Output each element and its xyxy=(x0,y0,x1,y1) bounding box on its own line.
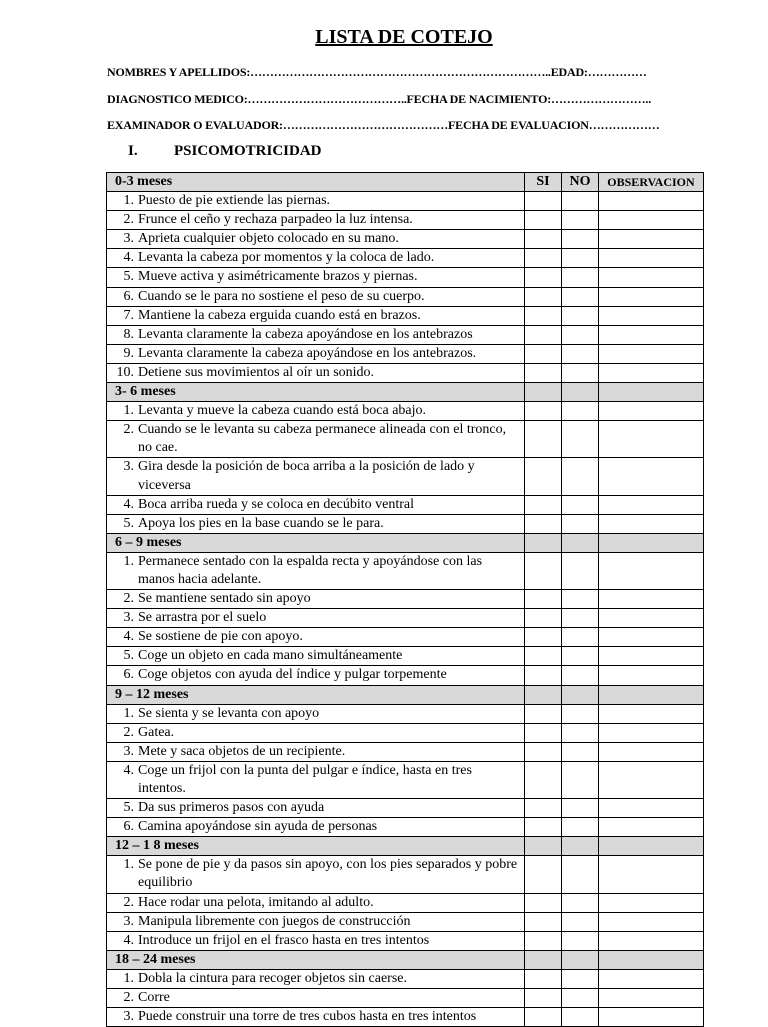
item-number: 3. xyxy=(123,231,134,247)
item-row xyxy=(107,799,704,818)
answer-cell-no[interactable] xyxy=(562,969,599,988)
answer-cell-si[interactable] xyxy=(525,989,562,1008)
item-number: 1. xyxy=(123,553,134,569)
item-number: 1. xyxy=(123,970,134,986)
answer-cell-no[interactable] xyxy=(562,325,599,344)
answer-cell-no[interactable] xyxy=(562,495,599,514)
answer-cell-no[interactable] xyxy=(562,647,599,666)
item-cell xyxy=(107,268,525,287)
answer-cell-obs[interactable] xyxy=(599,249,704,268)
item-text: Coge un frijol con la punta del pulgar e índice, hasta en tres intentos. xyxy=(138,762,472,796)
answer-cell-obs[interactable] xyxy=(599,609,704,628)
age-group-text: 18 – 24 meses xyxy=(115,951,196,967)
answer-cell-no[interactable] xyxy=(562,192,599,211)
item-cell xyxy=(107,818,525,837)
item-text: Cuando se le levanta su cabeza permanece alineada con el tronco, no cae. xyxy=(138,422,507,456)
item-number: 2. xyxy=(123,591,134,607)
item-number: 1. xyxy=(123,403,134,419)
item-text: Camina apoyándose sin ayuda de personas xyxy=(138,819,378,835)
answer-cell-no[interactable] xyxy=(562,230,599,249)
item-text: Levanta y mueve la cabeza cuando está boca abajo. xyxy=(138,403,427,419)
answer-cell-si[interactable] xyxy=(525,818,562,837)
item-text: Dobla la cintura para recoger objetos sin caerse. xyxy=(138,970,407,986)
age-group-label xyxy=(107,685,525,704)
age-group-label xyxy=(107,950,525,969)
item-cell xyxy=(107,230,525,249)
item-text: Hace rodar una pelota, imitando al adulto. xyxy=(138,894,374,910)
column-header-obs: OBSERVACION xyxy=(599,173,704,192)
section-title: PSICOMOTRICIDAD xyxy=(174,143,322,159)
answer-cell-si[interactable] xyxy=(525,969,562,988)
item-row xyxy=(107,421,704,458)
age-group-row xyxy=(107,383,704,402)
answer-cell-no[interactable] xyxy=(562,552,599,589)
answer-cell-obs[interactable] xyxy=(599,306,704,325)
item-text: Apoya los pies en la base cuando se le para. xyxy=(138,515,384,531)
item-text: Gira desde la posición de boca arriba a la posición de lado y viceversa xyxy=(138,459,475,493)
item-row xyxy=(107,458,704,495)
group-cell-obs xyxy=(599,837,704,856)
item-row xyxy=(107,856,704,893)
answer-cell-no[interactable] xyxy=(562,514,599,533)
answer-cell-si[interactable] xyxy=(525,799,562,818)
item-cell xyxy=(107,402,525,421)
group-cell-no xyxy=(562,950,599,969)
answer-cell-obs[interactable] xyxy=(599,421,704,458)
age-group-text: 0-3 meses xyxy=(115,174,173,189)
answer-cell-si[interactable] xyxy=(525,647,562,666)
answer-cell-si[interactable] xyxy=(525,723,562,742)
answer-cell-no[interactable] xyxy=(562,268,599,287)
item-cell xyxy=(107,363,525,382)
answer-cell-no[interactable] xyxy=(562,723,599,742)
item-number: 3. xyxy=(123,610,134,626)
item-row xyxy=(107,647,704,666)
answer-cell-si[interactable] xyxy=(525,704,562,723)
answer-cell-si[interactable] xyxy=(525,590,562,609)
item-row xyxy=(107,402,704,421)
item-number: 9. xyxy=(123,345,134,361)
item-text: Levanta la cabeza por momentos y la coloca de lado. xyxy=(138,250,435,266)
item-number: 8. xyxy=(123,326,134,342)
answer-cell-no[interactable] xyxy=(562,249,599,268)
item-cell xyxy=(107,912,525,931)
item-text: Permanece sentado con la espalda recta y apoyándose con las manos hacia adelante. xyxy=(138,553,483,587)
group-cell-si xyxy=(525,685,562,704)
item-number: 5. xyxy=(123,800,134,816)
answer-cell-obs[interactable] xyxy=(599,590,704,609)
age-group-text: 12 – 1 8 meses xyxy=(115,838,199,854)
answer-cell-obs[interactable] xyxy=(599,818,704,837)
answer-cell-si[interactable] xyxy=(525,761,562,798)
item-number: 2. xyxy=(123,894,134,910)
answer-cell-si[interactable] xyxy=(525,421,562,458)
item-row xyxy=(107,893,704,912)
item-number: 6. xyxy=(123,819,134,835)
answer-cell-no[interactable] xyxy=(562,402,599,421)
item-number: 6. xyxy=(123,288,134,304)
answer-cell-obs[interactable] xyxy=(599,893,704,912)
item-row xyxy=(107,609,704,628)
answer-cell-si[interactable] xyxy=(525,628,562,647)
answer-cell-obs[interactable] xyxy=(599,856,704,893)
item-cell xyxy=(107,931,525,950)
answer-cell-si[interactable] xyxy=(525,287,562,306)
age-group-row xyxy=(107,685,704,704)
answer-cell-no[interactable] xyxy=(562,421,599,458)
answer-cell-no[interactable] xyxy=(562,818,599,837)
answer-cell-obs[interactable] xyxy=(599,495,704,514)
answer-cell-si[interactable] xyxy=(525,458,562,495)
age-group-row xyxy=(107,533,704,552)
item-number: 1. xyxy=(123,193,134,209)
age-group-label xyxy=(107,533,525,552)
item-number: 4. xyxy=(123,932,134,948)
answer-cell-obs[interactable] xyxy=(599,192,704,211)
item-cell xyxy=(107,799,525,818)
item-text: Boca arriba rueda y se coloca en decúbito ventral xyxy=(138,496,414,512)
document-title: LISTA DE COTEJO xyxy=(315,26,493,48)
answer-cell-si[interactable] xyxy=(525,742,562,761)
item-row xyxy=(107,268,704,287)
item-row xyxy=(107,552,704,589)
answer-cell-obs[interactable] xyxy=(599,647,704,666)
item-cell xyxy=(107,742,525,761)
item-number: 4. xyxy=(123,629,134,645)
answer-cell-si[interactable] xyxy=(525,609,562,628)
group-cell-si xyxy=(525,950,562,969)
group-cell-no xyxy=(562,837,599,856)
item-row xyxy=(107,495,704,514)
answer-cell-no[interactable] xyxy=(562,912,599,931)
item-text: Da sus primeros pasos con ayuda xyxy=(138,800,325,816)
item-number: 2. xyxy=(123,990,134,1006)
answer-cell-no[interactable] xyxy=(562,306,599,325)
answer-cell-si[interactable] xyxy=(525,306,562,325)
item-cell xyxy=(107,344,525,363)
age-group-label xyxy=(107,837,525,856)
age-group-text: 3- 6 meses xyxy=(115,384,176,400)
item-text: Se sostiene de pie con apoyo. xyxy=(138,629,303,645)
age-group-text: 9 – 12 meses xyxy=(115,686,189,702)
item-cell xyxy=(107,458,525,495)
answer-cell-obs[interactable] xyxy=(599,628,704,647)
age-group-row xyxy=(107,837,704,856)
answer-cell-obs[interactable] xyxy=(599,723,704,742)
answer-cell-si[interactable] xyxy=(525,912,562,931)
item-text: Se pone de pie y da pasos sin apoyo, con los pies separados y pobre equilibrio xyxy=(138,857,518,891)
answer-cell-si[interactable] xyxy=(525,856,562,893)
age-group-text: 6 – 9 meses xyxy=(115,534,182,550)
group-cell-obs xyxy=(599,383,704,402)
answer-cell-obs[interactable] xyxy=(599,989,704,1008)
item-number: 4. xyxy=(123,496,134,512)
group-cell-no xyxy=(562,383,599,402)
answer-cell-si[interactable] xyxy=(525,268,562,287)
item-number: 6. xyxy=(123,667,134,683)
item-row xyxy=(107,211,704,230)
item-row xyxy=(107,306,704,325)
item-number: 5. xyxy=(123,648,134,664)
answer-cell-no[interactable] xyxy=(562,989,599,1008)
item-cell xyxy=(107,893,525,912)
answer-cell-si[interactable] xyxy=(525,249,562,268)
item-cell xyxy=(107,761,525,798)
answer-cell-no[interactable] xyxy=(562,628,599,647)
group-cell-no xyxy=(562,533,599,552)
item-cell xyxy=(107,306,525,325)
item-number: 1. xyxy=(123,705,134,721)
answer-cell-si[interactable] xyxy=(525,931,562,950)
answer-cell-no[interactable] xyxy=(562,893,599,912)
group-cell-obs xyxy=(599,950,704,969)
item-row xyxy=(107,912,704,931)
item-row xyxy=(107,742,704,761)
examiner-evaldate-line: EXAMINADOR O EVALUADOR:……………………………………FECHA DE EVALUACION……………… xyxy=(107,118,660,132)
item-cell xyxy=(107,969,525,988)
item-row xyxy=(107,344,704,363)
answer-cell-obs[interactable] xyxy=(599,969,704,988)
item-row xyxy=(107,363,704,382)
item-number: 3. xyxy=(123,459,134,475)
item-cell xyxy=(107,287,525,306)
answer-cell-no[interactable] xyxy=(562,609,599,628)
answer-cell-obs[interactable] xyxy=(599,552,704,589)
item-number: 7. xyxy=(123,307,134,323)
item-cell xyxy=(107,552,525,589)
item-cell xyxy=(107,421,525,458)
answer-cell-si[interactable] xyxy=(525,363,562,382)
answer-cell-obs[interactable] xyxy=(599,325,704,344)
item-row xyxy=(107,761,704,798)
answer-cell-no[interactable] xyxy=(562,211,599,230)
answer-cell-no[interactable] xyxy=(562,287,599,306)
item-row xyxy=(107,704,704,723)
answer-cell-obs[interactable] xyxy=(599,402,704,421)
answer-cell-si[interactable] xyxy=(525,402,562,421)
answer-cell-obs[interactable] xyxy=(599,344,704,363)
item-text: Gatea. xyxy=(138,724,175,740)
item-row xyxy=(107,723,704,742)
age-group-row xyxy=(107,950,704,969)
item-number: 4. xyxy=(123,762,134,778)
answer-cell-no[interactable] xyxy=(562,761,599,798)
answer-cell-no[interactable] xyxy=(562,856,599,893)
item-text: Frunce el ceño y rechaza parpadeo la luz intensa. xyxy=(138,212,413,228)
answer-cell-si[interactable] xyxy=(525,893,562,912)
answer-cell-si[interactable] xyxy=(525,344,562,363)
answer-cell-no[interactable] xyxy=(562,704,599,723)
item-cell xyxy=(107,590,525,609)
item-number: 2. xyxy=(123,724,134,740)
item-cell xyxy=(107,211,525,230)
group-cell-no xyxy=(562,685,599,704)
item-cell xyxy=(107,989,525,1008)
checklist-table xyxy=(106,172,704,1027)
item-text: Mueve activa y asimétricamente brazos y piernas. xyxy=(138,269,418,285)
item-text: Coge un objeto en cada mano simultáneamente xyxy=(138,648,403,664)
name-age-line: NOMBRES Y APELLIDOS:…………………………………………………………………..EDAD:…………… xyxy=(107,65,647,79)
answer-cell-obs[interactable] xyxy=(599,799,704,818)
item-cell xyxy=(107,514,525,533)
item-text: Mantiene la cabeza erguida cuando está en brazos. xyxy=(138,307,421,323)
answer-cell-obs[interactable] xyxy=(599,704,704,723)
answer-cell-si[interactable] xyxy=(525,514,562,533)
answer-cell-no[interactable] xyxy=(562,931,599,950)
item-row xyxy=(107,249,704,268)
item-row xyxy=(107,325,704,344)
item-row xyxy=(107,514,704,533)
answer-cell-si[interactable] xyxy=(525,495,562,514)
answer-cell-obs[interactable] xyxy=(599,363,704,382)
answer-cell-obs[interactable] xyxy=(599,742,704,761)
item-text: Levanta claramente la cabeza apoyándose en los antebrazos xyxy=(138,326,473,342)
answer-cell-obs[interactable] xyxy=(599,458,704,495)
item-text: Se mantiene sentado sin apoyo xyxy=(138,591,311,607)
answer-cell-no[interactable] xyxy=(562,666,599,685)
diagnosis-birthdate-line: DIAGNOSTICO MEDICO:…………………………………..FECHA DE NACIMIENTO:…………………….. xyxy=(107,92,652,106)
answer-cell-no[interactable] xyxy=(562,363,599,382)
item-text: Se sienta y se levanta con apoyo xyxy=(138,705,320,721)
item-row xyxy=(107,666,704,685)
answer-cell-no[interactable] xyxy=(562,799,599,818)
answer-cell-si[interactable] xyxy=(525,230,562,249)
answer-cell-no[interactable] xyxy=(562,458,599,495)
answer-cell-obs[interactable] xyxy=(599,931,704,950)
group-cell-si xyxy=(525,533,562,552)
answer-cell-obs[interactable] xyxy=(599,912,704,931)
section-number: I. xyxy=(128,143,138,159)
answer-cell-si[interactable] xyxy=(525,192,562,211)
item-text: Coge objetos con ayuda del índice y pulgar torpemente xyxy=(138,667,447,683)
item-row xyxy=(107,628,704,647)
item-text: Aprieta cualquier objeto colocado en su mano. xyxy=(138,231,399,247)
answer-cell-obs[interactable] xyxy=(599,211,704,230)
item-text: Detiene sus movimientos al oír un sonido. xyxy=(138,364,375,380)
age-group-row xyxy=(107,173,704,192)
age-group-label xyxy=(107,173,525,192)
item-number: 3. xyxy=(123,913,134,929)
answer-cell-si[interactable] xyxy=(525,552,562,589)
item-number: 1. xyxy=(123,857,134,873)
item-row xyxy=(107,230,704,249)
item-row xyxy=(107,590,704,609)
item-text: Puede construir una torre de tres cubos hasta en tres intentos xyxy=(138,1009,477,1025)
item-cell xyxy=(107,495,525,514)
item-text: Corre xyxy=(138,990,170,1006)
item-cell xyxy=(107,666,525,685)
item-text: Se arrastra por el suelo xyxy=(138,610,267,626)
item-cell xyxy=(107,704,525,723)
answer-cell-no[interactable] xyxy=(562,742,599,761)
item-text: Cuando se le para no sostiene el peso de su cuerpo. xyxy=(138,288,425,304)
answer-cell-si[interactable] xyxy=(525,325,562,344)
answer-cell-obs[interactable] xyxy=(599,761,704,798)
item-row xyxy=(107,287,704,306)
item-row xyxy=(107,931,704,950)
item-cell xyxy=(107,628,525,647)
answer-cell-si[interactable] xyxy=(525,211,562,230)
answer-cell-obs[interactable] xyxy=(599,287,704,306)
item-text: Mete y saca objetos de un recipiente. xyxy=(138,743,346,759)
item-text: Introduce un frijol en el frasco hasta en tres intentos xyxy=(138,932,430,948)
item-number: 10. xyxy=(116,364,134,380)
item-row xyxy=(107,818,704,837)
answer-cell-obs[interactable] xyxy=(599,268,704,287)
item-row xyxy=(107,989,704,1008)
group-cell-si xyxy=(525,837,562,856)
item-text: Levanta claramente la cabeza apoyándose en los antebrazos. xyxy=(138,345,477,361)
item-row xyxy=(107,192,704,211)
item-number: 4. xyxy=(123,250,134,266)
group-cell-si xyxy=(525,383,562,402)
item-number: 2. xyxy=(123,422,134,438)
group-cell-obs xyxy=(599,685,704,704)
answer-cell-no[interactable] xyxy=(562,344,599,363)
item-cell xyxy=(107,856,525,893)
answer-cell-no[interactable] xyxy=(562,590,599,609)
item-cell xyxy=(107,249,525,268)
item-number: 5. xyxy=(123,515,134,531)
column-header-no: NO xyxy=(562,173,599,192)
item-cell xyxy=(107,723,525,742)
item-number: 5. xyxy=(123,269,134,285)
item-number: 3. xyxy=(123,743,134,759)
answer-cell-obs[interactable] xyxy=(599,230,704,249)
item-cell xyxy=(107,609,525,628)
answer-cell-obs[interactable] xyxy=(599,666,704,685)
item-cell xyxy=(107,192,525,211)
item-cell xyxy=(107,647,525,666)
item-number: 2. xyxy=(123,212,134,228)
column-header-si: SI xyxy=(525,173,562,192)
item-text: Manipula libremente con juegos de construcción xyxy=(138,913,411,929)
group-cell-obs xyxy=(599,533,704,552)
item-text: Puesto de pie extiende las piernas. xyxy=(138,193,331,209)
item-number: 3. xyxy=(123,1009,134,1025)
age-group-label xyxy=(107,383,525,402)
item-row xyxy=(107,969,704,988)
item-cell xyxy=(107,325,525,344)
answer-cell-si[interactable] xyxy=(525,666,562,685)
answer-cell-obs[interactable] xyxy=(599,514,704,533)
